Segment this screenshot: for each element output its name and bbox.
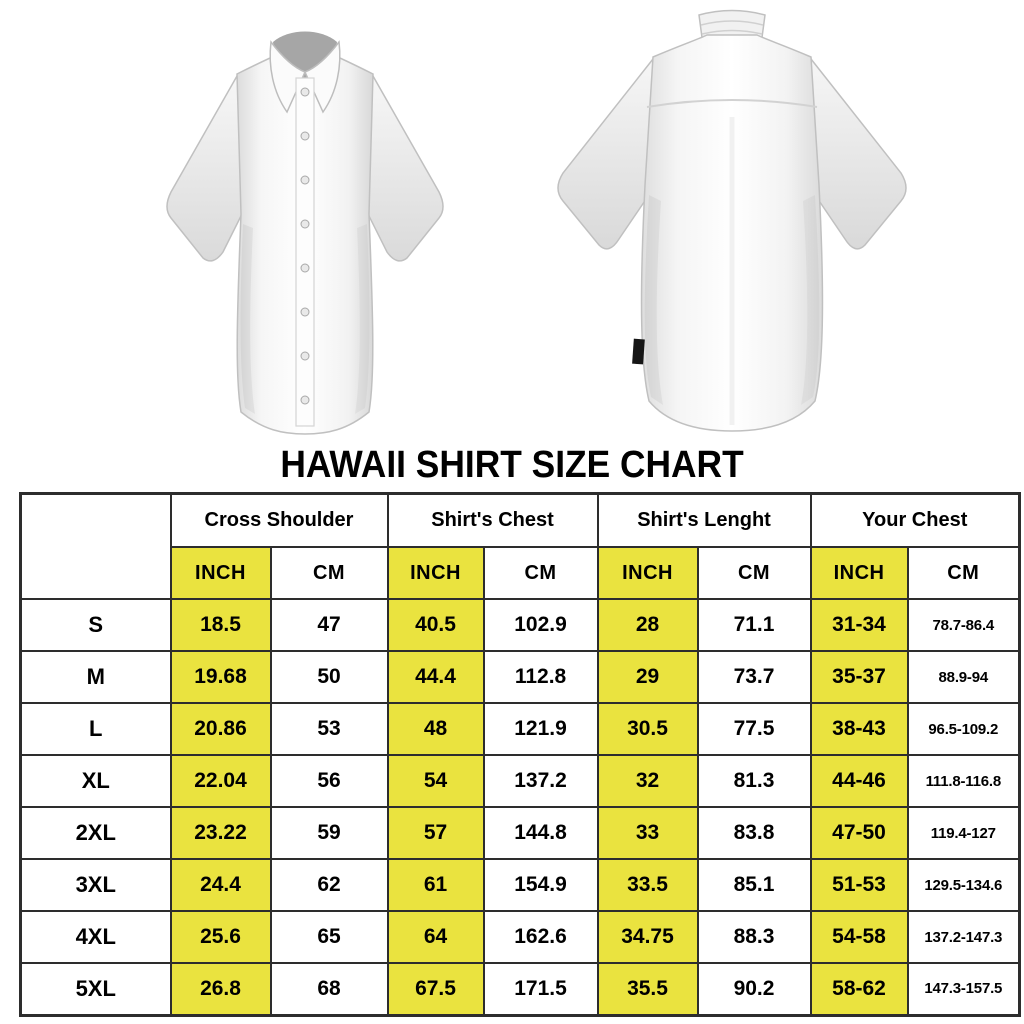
- inch-value-cell: 32: [598, 755, 698, 807]
- inch-value-cell: 19.68: [171, 651, 271, 703]
- inch-value-cell: 64: [388, 911, 484, 963]
- inch-value-cell: 28: [598, 599, 698, 651]
- size-label: 5XL: [21, 963, 171, 1015]
- inch-value-cell: 61: [388, 859, 484, 911]
- unit-header-cm: CM: [698, 547, 811, 599]
- cm-value-cell: 71.1: [698, 599, 811, 651]
- cm-value-cell: 119.4-127: [908, 807, 1020, 859]
- inch-value-cell: 35-37: [811, 651, 908, 703]
- inch-value-cell: 23.22: [171, 807, 271, 859]
- table-row: [21, 755, 1020, 807]
- inch-value-cell: 25.6: [171, 911, 271, 963]
- shirt-front-image: [137, 14, 473, 444]
- cm-value-cell: 68: [271, 963, 388, 1015]
- group-header-your-chest: Your Chest: [811, 494, 1020, 548]
- cm-value-cell: 88.3: [698, 911, 811, 963]
- unit-header-inch: INCH: [388, 547, 484, 599]
- inch-value-cell: 30.5: [598, 703, 698, 755]
- cm-value-cell: 111.8-116.8: [908, 755, 1020, 807]
- inch-value-cell: 40.5: [388, 599, 484, 651]
- cm-value-cell: 102.9: [484, 599, 598, 651]
- size-label: 4XL: [21, 911, 171, 963]
- unit-header-row: [21, 547, 1020, 599]
- unit-header-cm: CM: [908, 547, 1020, 599]
- front-left-sleeve: [167, 76, 249, 261]
- inch-value-cell: 24.4: [171, 859, 271, 911]
- cm-value-cell: 85.1: [698, 859, 811, 911]
- corner-cell: [21, 494, 171, 600]
- back-hem-tag: [632, 339, 645, 365]
- inch-value-cell: 47-50: [811, 807, 908, 859]
- table-row: [21, 651, 1020, 703]
- inch-value-cell: 31-34: [811, 599, 908, 651]
- unit-header-inch: INCH: [811, 547, 908, 599]
- inch-value-cell: 33.5: [598, 859, 698, 911]
- size-label: S: [21, 599, 171, 651]
- group-header-shirts-length: Shirt's Lenght: [598, 494, 811, 548]
- size-table-body: [21, 599, 1020, 1015]
- cm-value-cell: 129.5-134.6: [908, 859, 1020, 911]
- cm-value-cell: 59: [271, 807, 388, 859]
- inch-value-cell: 44-46: [811, 755, 908, 807]
- cm-value-cell: 77.5: [698, 703, 811, 755]
- size-label: 3XL: [21, 859, 171, 911]
- inch-value-cell: 58-62: [811, 963, 908, 1015]
- cm-value-cell: 62: [271, 859, 388, 911]
- front-placket: [296, 78, 314, 426]
- inch-value-cell: 20.86: [171, 703, 271, 755]
- unit-header-inch: INCH: [598, 547, 698, 599]
- cm-value-cell: 96.5-109.2: [908, 703, 1020, 755]
- table-row: [21, 963, 1020, 1015]
- front-right-sleeve: [361, 76, 443, 261]
- cm-value-cell: 154.9: [484, 859, 598, 911]
- inch-value-cell: 26.8: [171, 963, 271, 1015]
- cm-value-cell: 88.9-94: [908, 651, 1020, 703]
- table-row: [21, 807, 1020, 859]
- group-header-cross-shoulder: Cross Shoulder: [171, 494, 388, 548]
- cm-value-cell: 162.6: [484, 911, 598, 963]
- unit-header-inch: INCH: [171, 547, 271, 599]
- size-label: L: [21, 703, 171, 755]
- size-label: M: [21, 651, 171, 703]
- size-label: 2XL: [21, 807, 171, 859]
- table-row: [21, 599, 1020, 651]
- group-header-row: [21, 494, 1020, 548]
- cm-value-cell: 90.2: [698, 963, 811, 1015]
- inch-value-cell: 38-43: [811, 703, 908, 755]
- group-header-shirts-chest: Shirt's Chest: [388, 494, 598, 548]
- inch-value-cell: 54-58: [811, 911, 908, 963]
- cm-value-cell: 137.2: [484, 755, 598, 807]
- size-chart-table: [19, 492, 1021, 1017]
- inch-value-cell: 54: [388, 755, 484, 807]
- cm-value-cell: 81.3: [698, 755, 811, 807]
- cm-value-cell: 147.3-157.5: [908, 963, 1020, 1015]
- cm-value-cell: 73.7: [698, 651, 811, 703]
- unit-header-cm: CM: [271, 547, 388, 599]
- table-row: [21, 703, 1020, 755]
- cm-value-cell: 171.5: [484, 963, 598, 1015]
- page-title: HAWAII SHIRT SIZE CHART: [280, 444, 744, 486]
- back-left-sleeve: [558, 59, 657, 249]
- inch-value-cell: 34.75: [598, 911, 698, 963]
- cm-value-cell: 121.9: [484, 703, 598, 755]
- cm-value-cell: 112.8: [484, 651, 598, 703]
- shirt-back-image: [541, 5, 923, 435]
- cm-value-cell: 144.8: [484, 807, 598, 859]
- cm-value-cell: 53: [271, 703, 388, 755]
- inch-value-cell: 67.5: [388, 963, 484, 1015]
- inch-value-cell: 51-53: [811, 859, 908, 911]
- cm-value-cell: 50: [271, 651, 388, 703]
- inch-value-cell: 57: [388, 807, 484, 859]
- cm-value-cell: 65: [271, 911, 388, 963]
- cm-value-cell: 56: [271, 755, 388, 807]
- cm-value-cell: 78.7-86.4: [908, 599, 1020, 651]
- inch-value-cell: 44.4: [388, 651, 484, 703]
- inch-value-cell: 35.5: [598, 963, 698, 1015]
- cm-value-cell: 47: [271, 599, 388, 651]
- inch-value-cell: 48: [388, 703, 484, 755]
- size-label: XL: [21, 755, 171, 807]
- back-right-sleeve: [807, 59, 906, 249]
- unit-header-cm: CM: [484, 547, 598, 599]
- inch-value-cell: 22.04: [171, 755, 271, 807]
- table-row: [21, 859, 1020, 911]
- inch-value-cell: 18.5: [171, 599, 271, 651]
- inch-value-cell: 33: [598, 807, 698, 859]
- cm-value-cell: 83.8: [698, 807, 811, 859]
- inch-value-cell: 29: [598, 651, 698, 703]
- cm-value-cell: 137.2-147.3: [908, 911, 1020, 963]
- table-row: [21, 911, 1020, 963]
